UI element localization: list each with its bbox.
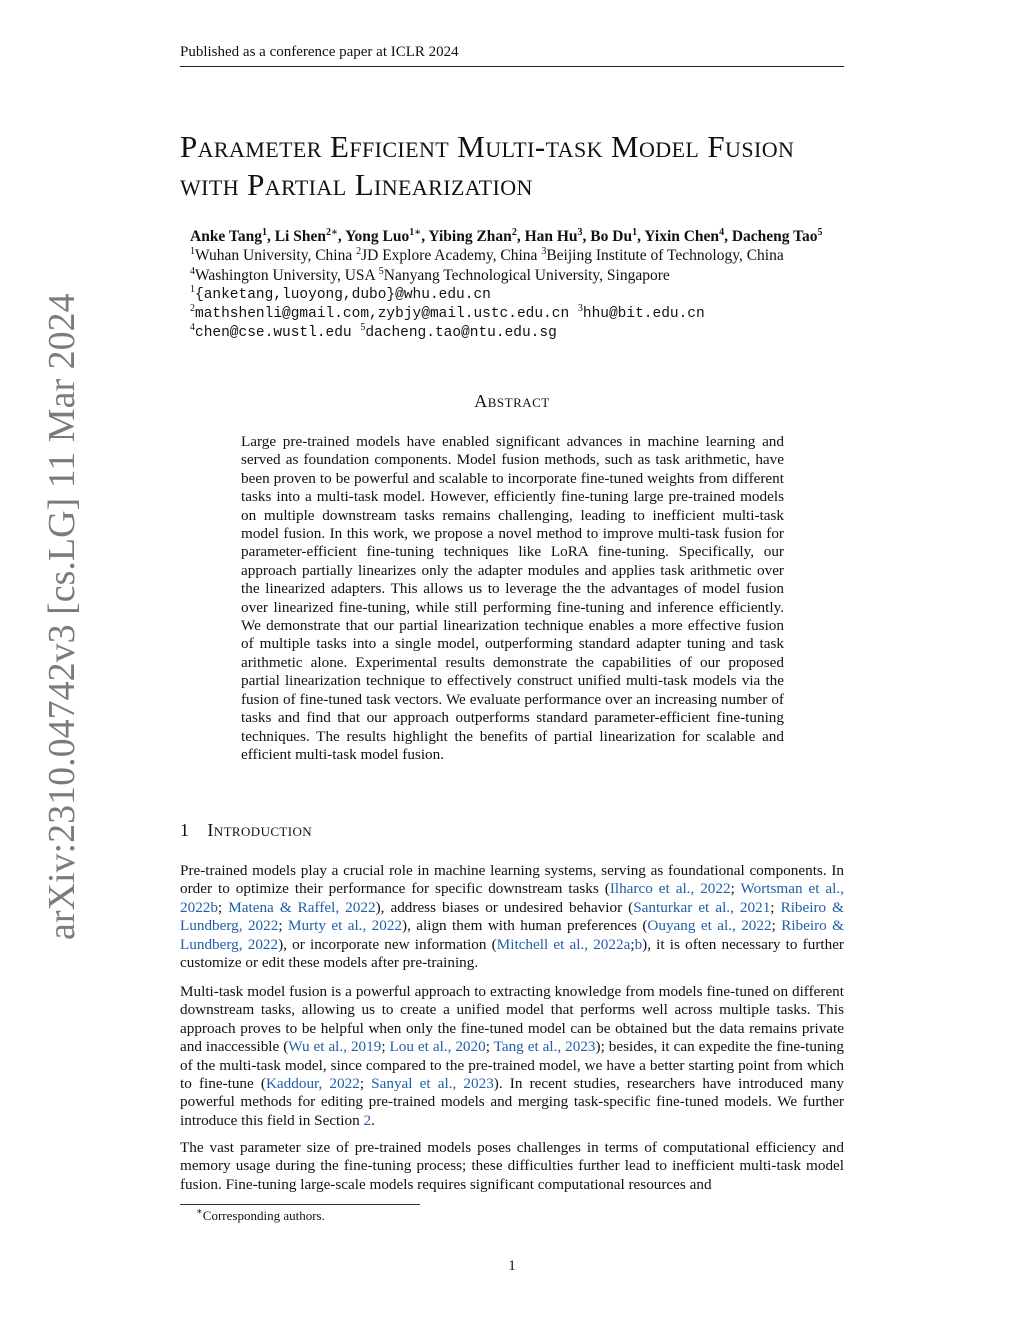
author-affiliation-mark: 2∗ <box>325 226 338 238</box>
abstract-text: Large pre-trained models have enabled significant advances in machine learning and served as foundation components. Model fusion methods, such as task arithmetic, have been proven to be powerful and scalable to incorporate fine-tuned weights from different tasks into a multi-task model. However, efficiently fine-tuning large pre-trained models on multiple downstream tasks remains challenging, leading to inefficient multi-task model fusion. In this work, we propose a novel method to improve multi-task fusion for parameter-efficient fine-tuning techniques like LoRA fine-tuning. Specifically, our approach partially linearizes only the adapter modules and applies task arithmetic over the linearized adapters. This allows us to leverage the the advantages of model fusion over linearized fine-tuning, while still performing fine-tuning and inference efficiently. We demonstrate that our partial linearization technique enables a more effective fusion of multiple tasks into a single model, outperforming standard adapter tuning and task arithmetic alone. Experimental results demonstrate the capabilities of our proposed partial linearization technique to effectively construct unified multi-task models via the fusion of fine-tuned task vectors. We evaluate performance over an increasing number of tasks and find that our approach outperforms standard parameter-efficient fine-tuning techniques. The results highlight the benefits of partial linearization for scalable and efficient multi-task model fusion. <box>241 433 784 763</box>
intro-paragraph-1 <box>180 862 844 972</box>
citation-link[interactable]: Ribeiro & Lundberg, 2022 <box>180 917 844 953</box>
author-name: Dacheng Tao <box>731 228 818 245</box>
footnote-text: Corresponding authors. <box>202 1208 325 1223</box>
email-bit: hhu@bit.edu.cn <box>582 306 705 322</box>
author-affiliation-mark: 3 <box>577 226 583 238</box>
author-affiliation-mark: 1∗ <box>409 226 422 238</box>
paper-title <box>180 128 880 204</box>
intro-paragraph-2 <box>180 983 844 1130</box>
footnote <box>196 1208 325 1224</box>
paragraph-text: ; <box>771 917 782 935</box>
author-name: Yong Luo <box>345 228 410 245</box>
citation-link[interactable]: Ilharco et al., 2022 <box>609 880 731 898</box>
title-line-2: with Partial Linearization <box>180 167 533 202</box>
author-list: Anke Tang$^1$, Li Shen$^{2∗}$, Yong Luo$^{1∗}$, Yibing Zhan$^2$, Han Hu$^3$, Bo Du$^1$, Yixin Chen$^4$, Dacheng Tao$^5$ <box>190 226 823 245</box>
email-wustl: chen@cse.wustl.edu <box>195 325 352 341</box>
affiliation-line-1: $^1$Wuhan University, China $^2$JD Explore Academy, China $^3$Beijing Institute of Technology, China <box>190 245 784 264</box>
email-whu: {anketang,luoyong,dubo}@whu.edu.cn <box>195 287 491 303</box>
section-heading-introduction <box>180 820 312 841</box>
paragraph-text: Multi-task model fusion is a powerful approach to extracting knowledge from models fine-tuned on different downstream tasks, allowing us to create a unified model that performs well across multiple tasks. This approach proves to be helpful when only the fine-tuned model can be obtained but the data remains private and inaccessible ( <box>180 983 844 1056</box>
email-ntu: dacheng.tao@ntu.edu.sg <box>365 325 557 341</box>
citation-link[interactable]: Wortsman et al., 2022b <box>180 880 844 916</box>
arxiv-identifier-stamp: arXiv:2310.04742v3 [cs.LG] 11 Mar 2024 <box>41 293 83 940</box>
citation-link[interactable]: Ouyang et al., 2022 <box>647 917 772 935</box>
page-number: 1 <box>508 1258 516 1274</box>
email-line-3: $^4$chen@cse.wustl.edu $^5$dacheng.tao@ntu.edu.sg <box>190 322 557 341</box>
paragraph-text: ; <box>217 898 229 916</box>
author-affiliation-mark: 4 <box>719 226 725 238</box>
author-name: Li Shen <box>274 228 326 245</box>
affiliation-wuhan: Wuhan University, China <box>195 247 353 264</box>
footnote-mark: ∗ <box>196 1206 203 1218</box>
author-affiliation-mark: 1 <box>261 226 267 238</box>
citation-link[interactable]: Sanyal et al., 2023 <box>371 1075 494 1093</box>
email-line-2: $^2$mathshenli@gmail.com,zybjy@mail.ustc.edu.cn $^3$hhu@bit.edu.cn <box>190 303 705 322</box>
paragraph-text: ; <box>278 917 288 935</box>
paragraph-text: ), or incorporate new information ( <box>278 935 497 953</box>
affiliation-line-2: $^4$Washington University, USA $^5$Nanyang Technological University, Singapore <box>190 265 670 284</box>
paragraph-text: ; <box>485 1038 494 1056</box>
paragraph-text: ), it is often necessary to further customize or edit these models after pre-training. <box>180 935 844 972</box>
affiliation-washu: Washington University, USA <box>195 267 375 284</box>
author-name: Han Hu <box>524 228 578 245</box>
paragraph-text: ). In recent studies, researchers have introduced many powerful methods for editing pre-trained models and merging task-specific fine-tuned models. We further introduce this field in Section <box>180 1075 844 1129</box>
citation-link[interactable]: Santurkar et al., 2021 <box>633 898 771 916</box>
section-reference-link[interactable]: 2 <box>363 1111 372 1129</box>
paragraph-text: ; <box>730 880 741 898</box>
affiliation-ntu: Nanyang Technological University, Singapore <box>383 267 670 284</box>
author-affiliation-mark: 5 <box>817 226 823 238</box>
email-jd-ustc: mathshenli@gmail.com,zybjy@mail.ustc.edu.cn <box>195 306 570 322</box>
title-line-1: Parameter Efficient Multi-task Model Fusion <box>180 129 795 164</box>
paragraph-text: ; <box>630 935 635 953</box>
citation-link[interactable]: Mitchell et al., 2022a <box>496 935 631 953</box>
author-affiliation-mark: 1 <box>632 226 638 238</box>
affiliation-jd: JD Explore Academy, China <box>361 247 538 264</box>
section-number: 1 <box>180 820 190 840</box>
abstract-heading: Abstract <box>474 391 550 411</box>
paragraph-text: . <box>371 1111 375 1129</box>
email-line-1: $^1${anketang,luoyong,dubo}@whu.edu.cn <box>190 284 491 303</box>
citation-link[interactable]: Kaddour, 2022 <box>265 1075 360 1093</box>
author-affiliation-mark: 2 <box>511 226 517 238</box>
paragraph-text: ; <box>359 1075 372 1093</box>
paragraph-text: ; <box>381 1038 390 1056</box>
paragraph-text: ), address biases or undesired behavior ( <box>375 898 634 916</box>
author-name: Yixin Chen <box>644 228 720 245</box>
affiliation-bit: Beijing Institute of Technology, China <box>546 247 784 264</box>
citation-link[interactable]: b <box>634 935 643 953</box>
section-title: Introduction <box>207 820 313 840</box>
citation-link[interactable]: Murty et al., 2022 <box>287 917 403 935</box>
author-name: Bo Du <box>590 228 633 245</box>
author-name: Anke Tang <box>190 228 262 245</box>
citation-link[interactable]: Matena & Raffel, 2022 <box>228 898 376 916</box>
paragraph-text: ; <box>770 898 781 916</box>
citation-link[interactable]: Wu et al., 2019 <box>288 1038 382 1056</box>
author-name: Yibing Zhan <box>428 228 512 245</box>
paragraph-text: ); besides, it can expedite the fine-tuning of the multi-task model, since compared to the pre-trained model, we have a better starting point from which to fine-tune ( <box>180 1038 844 1093</box>
paragraph-text: Pre-trained models play a crucial role in machine learning systems, serving as foundational components. In order to optimize their performance for specific downstream tasks ( <box>180 862 844 898</box>
citation-link[interactable]: Lou et al., 2020 <box>389 1038 486 1056</box>
citation-link[interactable]: Ribeiro & Lundberg, 2022 <box>180 898 844 935</box>
citation-link[interactable]: Tang et al., 2023 <box>493 1038 596 1056</box>
running-head: Published as a conference paper at ICLR 2024 <box>180 44 844 67</box>
footnote-divider <box>180 1204 420 1205</box>
intro-paragraph-3: The vast parameter size of pre-trained models poses challenges in terms of computational efficiency and memory usage during the fine-tuning process; these difficulties further lead to inefficient multi-task model fusion. Fine-tuning large-scale models requires significant computational resources and <box>180 1139 844 1193</box>
paragraph-text: ), align them with human preferences ( <box>402 917 648 935</box>
